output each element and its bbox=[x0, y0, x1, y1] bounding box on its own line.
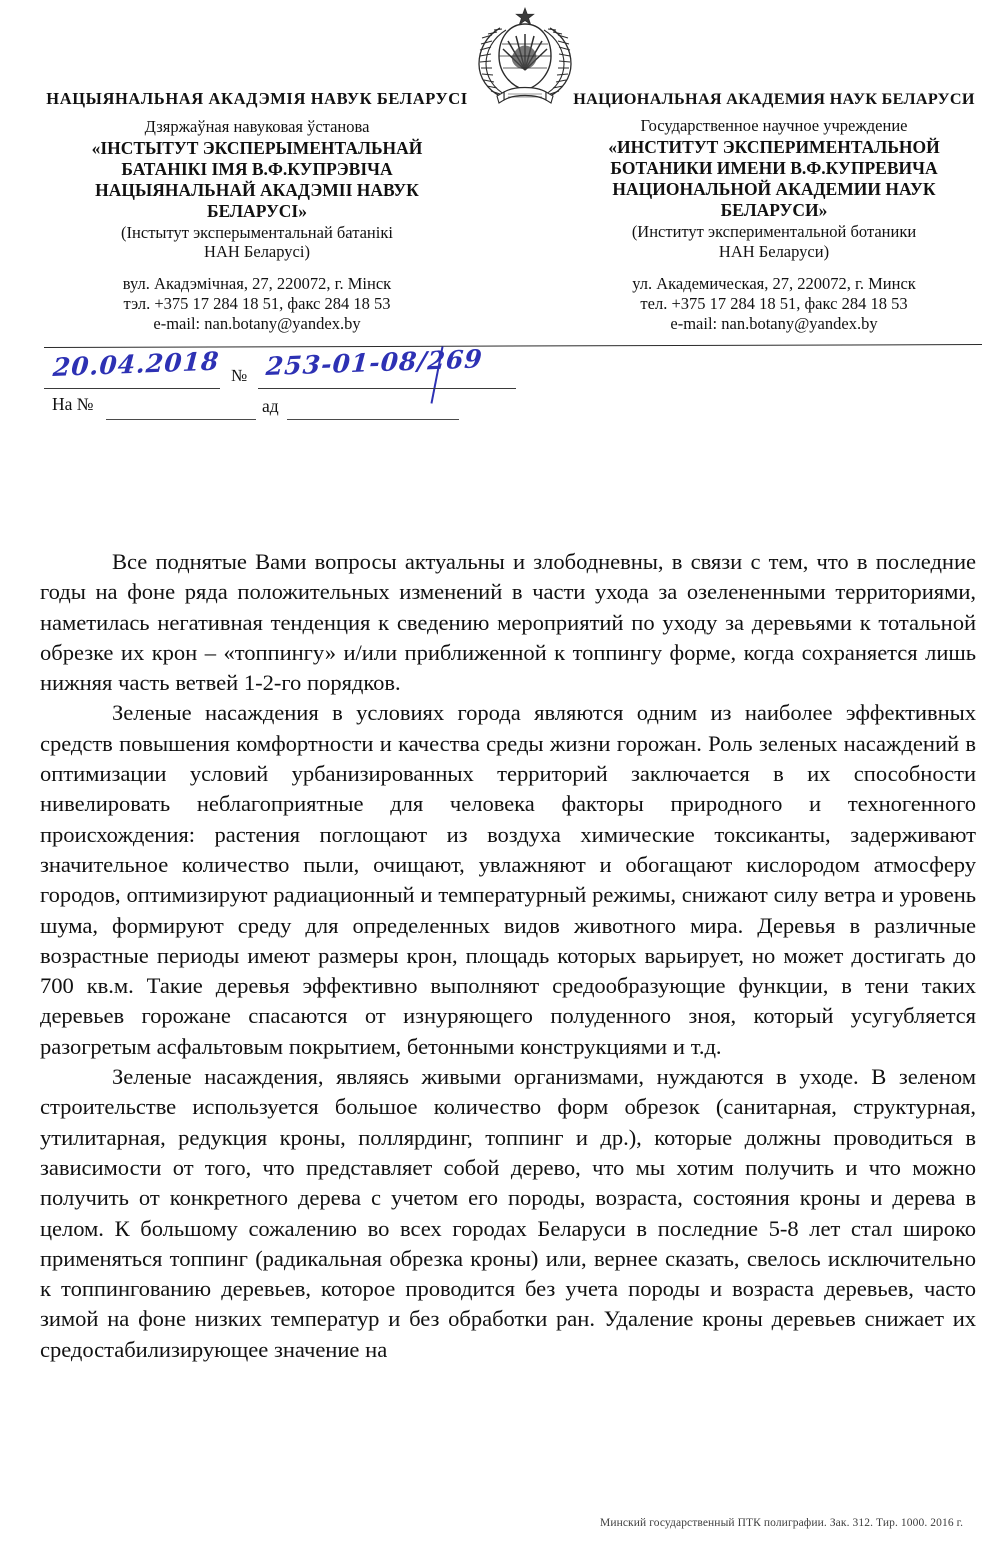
number-underline bbox=[258, 388, 516, 389]
address-be: вул. Акадэмічная, 27, 220072, г. Мінск bbox=[122, 274, 392, 294]
org-name-ru-line2: БОТАНИКИ ИМЕНИ В.Ф.КУПРЕВИЧА bbox=[610, 158, 938, 179]
printer-imprint-footer: Минский государственный ПТК полиграфии. Зак. 312. Тир. 1000. 2016 г. bbox=[600, 1517, 964, 1529]
number-sign-label: № bbox=[231, 366, 248, 385]
org-type-ru: Государственное научное учреждение bbox=[640, 116, 908, 136]
letterhead-belarusian-block bbox=[42, 90, 472, 335]
org-name-ru-line3: НАЦИОНАЛЬНОЙ АКАДЕМИИ НАУК bbox=[612, 179, 936, 200]
body-paragraph: Все поднятые Вами вопросы актуальны и злободневны, в связи с тем, что в последние годы на фоне ряда положительных изменений в части ухода за озелененными территориями, наметилась негативная тенденция к сведению мероприятий по уходу за деревьями к тотальной обрезке их крон – «топпингу» и/или приближенной к топпингу форме, когда сохраняется лишь нижняя часть ветвей 1-2-го порядков. bbox=[40, 549, 976, 696]
from-date-label: ад bbox=[262, 396, 279, 416]
date-and-number-row bbox=[44, 344, 564, 392]
academy-name-ru: НАЦИОНАЛЬНАЯ АКАДЕМИЯ НАУК БЕЛАРУСИ bbox=[573, 90, 975, 108]
phone-ru: тел. +375 17 284 18 51, факс 284 18 53 bbox=[640, 293, 908, 313]
letterhead bbox=[0, 0, 1000, 347]
org-name-be-line4: БЕЛАРУСІ» bbox=[207, 200, 307, 221]
email-ru: e-mail: nan.botany@yandex.by bbox=[670, 314, 878, 334]
org-name-be-line3: НАЦЫЯНАЛЬНАЙ АКАДЭМІІ НАВУК bbox=[95, 179, 419, 200]
org-name-be-line1: «ІНСТЫТУТ ЭКСПЕРЫМЕНТАЛЬНАЙ bbox=[91, 137, 423, 158]
body-paragraph: Зеленые насаждения, являясь живыми организмами, нуждаются в уходе. В зеленом строительстве используется большое количество форм обрезок (санитарная, структурная, утилитарная, редукция кроны, поллярдинг, топпинг и др.), которые должны проводиться в зависимости от того, что представляет собой дерево, что мы хотим получить и что можно получить от конкретного дерева с учетом его породы, возраста, состояния кроны и дерева в целом. К большому сожалению во всех городах Беларуси в последние 5-8 лет стал широко применяться топпинг (радикальная обрезка кроны) или, вернее сказать, свелось исключительно к топпингованию деревьев, которое проводится без учета породы и возраста деревьев, часто зимой на фоне низких температур и без обработки ран. Удаление кроны деревьев снижает их средостабилизирующее значение на bbox=[40, 1064, 976, 1362]
org-alt-ru-line1: (Институт экспериментальной ботаники bbox=[631, 222, 917, 242]
org-name-be-line2: БАТАНІКІ ІМЯ В.Ф.КУПРЭВІЧА bbox=[121, 158, 393, 179]
org-alt-ru-line2: НАН Беларуси) bbox=[718, 242, 830, 262]
from-date-input-line[interactable] bbox=[287, 419, 459, 420]
body-paragraph: Зеленые насаждения в условиях города являются одним из наиболее эффективных средств повышения комфортности и качества среды жизни горожан. Роль зеленых насаждений в оптимизации условий урбанизированных территорий заключается в их способности нивелировать неблагоприятные для человека факторы природного и техногенного происхождения: растения поглощают из воздуха химические токсиканты, задерживают значительное количество пыли, очищают, увлажняют и обогащают кислородом атмосферу городов, оптимизируют радиационный и температурный режимы, снижают силу ветра и уровень шума, формируют среду для определенных видов животного мира. Деревья в различные возрастные периоды имеют размеры крон, площадь которых варьирует, но может достигать до 700 кв.м. Такие деревья эффективно выполняют средообразующие функции, в тени таких деревьев горожане спасаются от изнуряющего полуденного зноя, который усугубляется разогретым асфальтовым покрытием, бетонными конструкциями и т.д. bbox=[40, 700, 976, 1059]
org-alt-be-line2: НАН Беларусі) bbox=[204, 242, 310, 262]
org-alt-be-line1: (Інстытут эксперыментальнай батанікі bbox=[121, 222, 393, 242]
org-name-ru-line1: «ИНСТИТУТ ЭКСПЕРИМЕНТАЛЬНОЙ bbox=[608, 137, 940, 158]
letter-number-value[interactable]: 253-01-08/269 bbox=[265, 344, 484, 381]
date-underline bbox=[44, 388, 220, 389]
reference-block bbox=[44, 344, 604, 422]
incoming-reference-row bbox=[44, 394, 564, 424]
on-reference-label: На № bbox=[52, 394, 94, 414]
academy-name-be: НАЦЫЯНАЛЬНАЯ АКАДЭМІЯ НАВУК БЕЛАРУСІ bbox=[46, 89, 468, 108]
letter-date-value[interactable]: 20.04.2018 bbox=[52, 346, 221, 382]
email-be: e-mail: nan.botany@yandex.by bbox=[153, 314, 361, 334]
org-type-be: Дзяржаўная навуковая ўстанова bbox=[144, 116, 370, 136]
phone-be: тэл. +375 17 284 18 51, факс 284 18 53 bbox=[123, 294, 391, 314]
letter-body bbox=[40, 547, 976, 1365]
letterhead-russian-block bbox=[566, 90, 982, 334]
on-reference-input-line[interactable] bbox=[106, 419, 256, 420]
address-ru: ул. Академическая, 27, 220072, г. Минск bbox=[632, 273, 916, 293]
org-name-ru-line4: БЕЛАРУСИ» bbox=[720, 200, 828, 221]
